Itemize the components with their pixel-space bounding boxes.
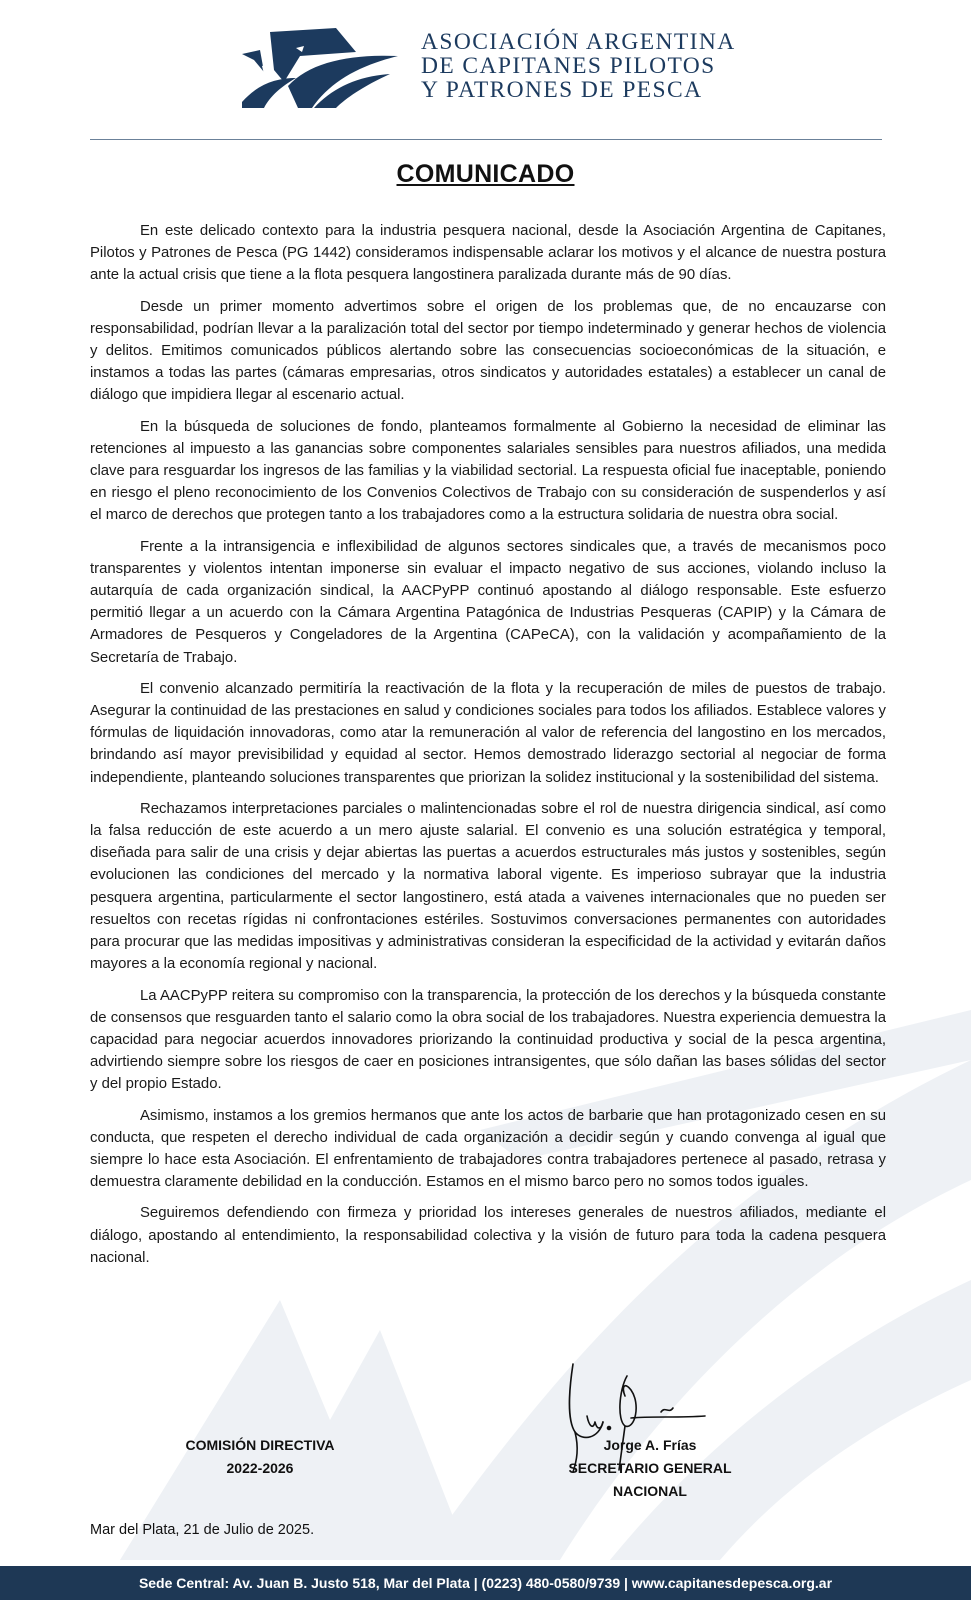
org-name-line1: ASOCIACIÓN ARGENTINA xyxy=(421,29,736,55)
letterhead xyxy=(0,0,971,140)
signatory-name: Jorge A. Frías xyxy=(603,1437,697,1453)
organization-name xyxy=(421,30,736,102)
org-name-line2: DE CAPITANES PILOTOS xyxy=(421,53,716,79)
ship-icon xyxy=(240,26,402,110)
signature-block-left xyxy=(160,1434,360,1480)
signature-block-right xyxy=(530,1434,770,1503)
paragraph: Desde un primer momento advertimos sobre el origen de los problemas que, de no encauzarse con responsabilidad, podrían llevar a la paralización total del sector por tiempo indeterminado y generar hechos de violencia y delitos. Emitimos comunicados públicos alertando sobre las consecuencias socioeconómicas de la situación, e instamos a todas las partes (cámaras empresarias, otros sindicatos y autoridades estatales) a establecer un canal de diálogo que impidiera llegar al escenario actual. xyxy=(90,298,886,404)
footer-bar xyxy=(0,1566,971,1600)
paragraph: Frente a la intransigencia e inflexibilidad de algunos sectores sindicales que, a través de mecanismos poco transparentes y violentos intentan imponerse sin evaluar el impacto negativo de sus acciones, violando incluso la autarquía de cada organización sindical, la AACPyPP continuó apostando al diálogo responsable. Este esfuerzo permitió llegar a un acuerdo con la Cámara Argentina Patagónica de Industrias Pesqueras (CAPIP) y la Cámara de Armadores de Pesqueros y Congeladores de la Argentina (CAPeCA), con la validación y acompañamiento de la Secretaría de Trabajo. xyxy=(90,538,886,666)
paragraph: La AACPyPP reitera su compromiso con la transparencia, la protección de los derechos y la búsqueda constante de consensos que resguarden tanto el salario como la obra social de los trabajadores. Nuestra experiencia demuestra la capacidad para negociar acuerdos innovadores priorizando la continuidad productiva y social de la pesca argentina, advirtiendo siempre sobre los riesgos de caer en posiciones intransigentes, que sólo dañan las bases sólidas del sector y del propio Estado. xyxy=(90,987,886,1093)
paragraph: En la búsqueda de soluciones de fondo, planteamos formalmente al Gobierno la necesidad de eliminar las retenciones al impuesto a las ganancias sobre componentes salariales sensibles para nuestros afiliados, una medida clave para resguardar los ingresos de las familias y la viabilidad sectorial. La respuesta oficial fue inaceptable, poniendo en riesgo el pleno reconocimiento de los Convenios Colectivos de Trabajo con su consideración de suspenderlos y así el marco de derechos que protegen tanto a los trabajadores como a la estructura solidaria de nuestra obra social. xyxy=(90,418,886,524)
paragraph: El convenio alcanzado permitiría la reactivación de la flota y la recuperación de miles de puestos de trabajo. Asegurar la continuidad de las prestaciones en salud y condiciones sociales para todos los afiliados. Establece valores y fórmulas de liquidación innovadoras, como atar la remuneración al valor de referencia del langostino en los mercados, brindando así mayor previsibilidad y equidad al sector. Hemos demostrado liderazgo sectorial al negociar de forma independiente, planteando soluciones transparentes que priorizan la solidez institucional y la sostenibilidad del sistema. xyxy=(90,680,886,786)
footer-contact-text: Sede Central: Av. Juan B. Justo 518, Mar del Plata | (0223) 480-0580/9739 | www.capitanesdepesca.org.ar xyxy=(138,1575,833,1591)
paragraph: En este delicado contexto para la industria pesquera nacional, desde la Asociación Argentina de Capitanes, Pilotos y Patrones de Pesca (PG 1442) consideramos indispensable aclarar los motivos y el alcance de nuestra postura ante la actual crisis que tiene a la flota pesquera langostinera paralizada durante más de 90 días. xyxy=(90,223,886,284)
signatory-body: COMISIÓN DIRECTIVA xyxy=(185,1437,335,1453)
paragraph: Seguiremos defendiendo con firmeza y prioridad los intereses generales de nuestros afiliados, mediante el diálogo, apostando al entendimiento, la responsabilidad colectiva y la visión de futuro para toda la cadena pesquera nacional. xyxy=(90,1205,886,1266)
document-title: COMUNICADO xyxy=(396,160,575,188)
paragraph: Rechazamos interpretaciones parciales o malintencionadas sobre el rol de nuestra dirigencia sindical, así como la falsa reducción de este acuerdo a un mero ajuste salarial. El convenio es una solución estratégica y temporal, diseñada para salir de una crisis y dejar abiertas las puertas a acuerdos estructurales más justos y sostenibles, según evolucionen las condiciones del mercado y la normativa laboral vigente. Es imperioso subrayar que la industria pesquera argentina, particularmente el sector langostinero, está atada a vaivenes internacionales que no pueden ser resueltos con recetas rígidas ni confrontaciones estériles. Sostuvimos conversaciones permanentes con autoridades para procurar que las medidas impositivas y administrativas consideran la especificidad de la actividad y evitarán daños mayores a la economía regional y nacional. xyxy=(90,800,886,973)
signatory-term: 2022-2026 xyxy=(226,1460,294,1476)
place-and-date: Mar del Plata, 21 de Julio de 2025. xyxy=(90,1522,315,1538)
document-body xyxy=(90,220,886,1278)
header-divider xyxy=(90,139,882,140)
paragraph: Asimismo, instamos a los gremios hermanos que ante los actos de barbarie que han protagonizado cesen en su conducta, que respeten el derecho individual de cada organización a decidir según y cuando convenga al igual que siempre lo hace esta Asociación. El enfrentamiento de trabajadores contra trabajadores pertenece al pasado, retrasa y demuestra claramente debilidad en la conducción. Estamos en el mismo barco pero no somos todos iguales. xyxy=(90,1107,886,1191)
org-name-line3: Y PATRONES DE PESCA xyxy=(421,77,703,103)
signatory-role: SECRETARIO GENERAL NACIONAL xyxy=(568,1460,732,1499)
